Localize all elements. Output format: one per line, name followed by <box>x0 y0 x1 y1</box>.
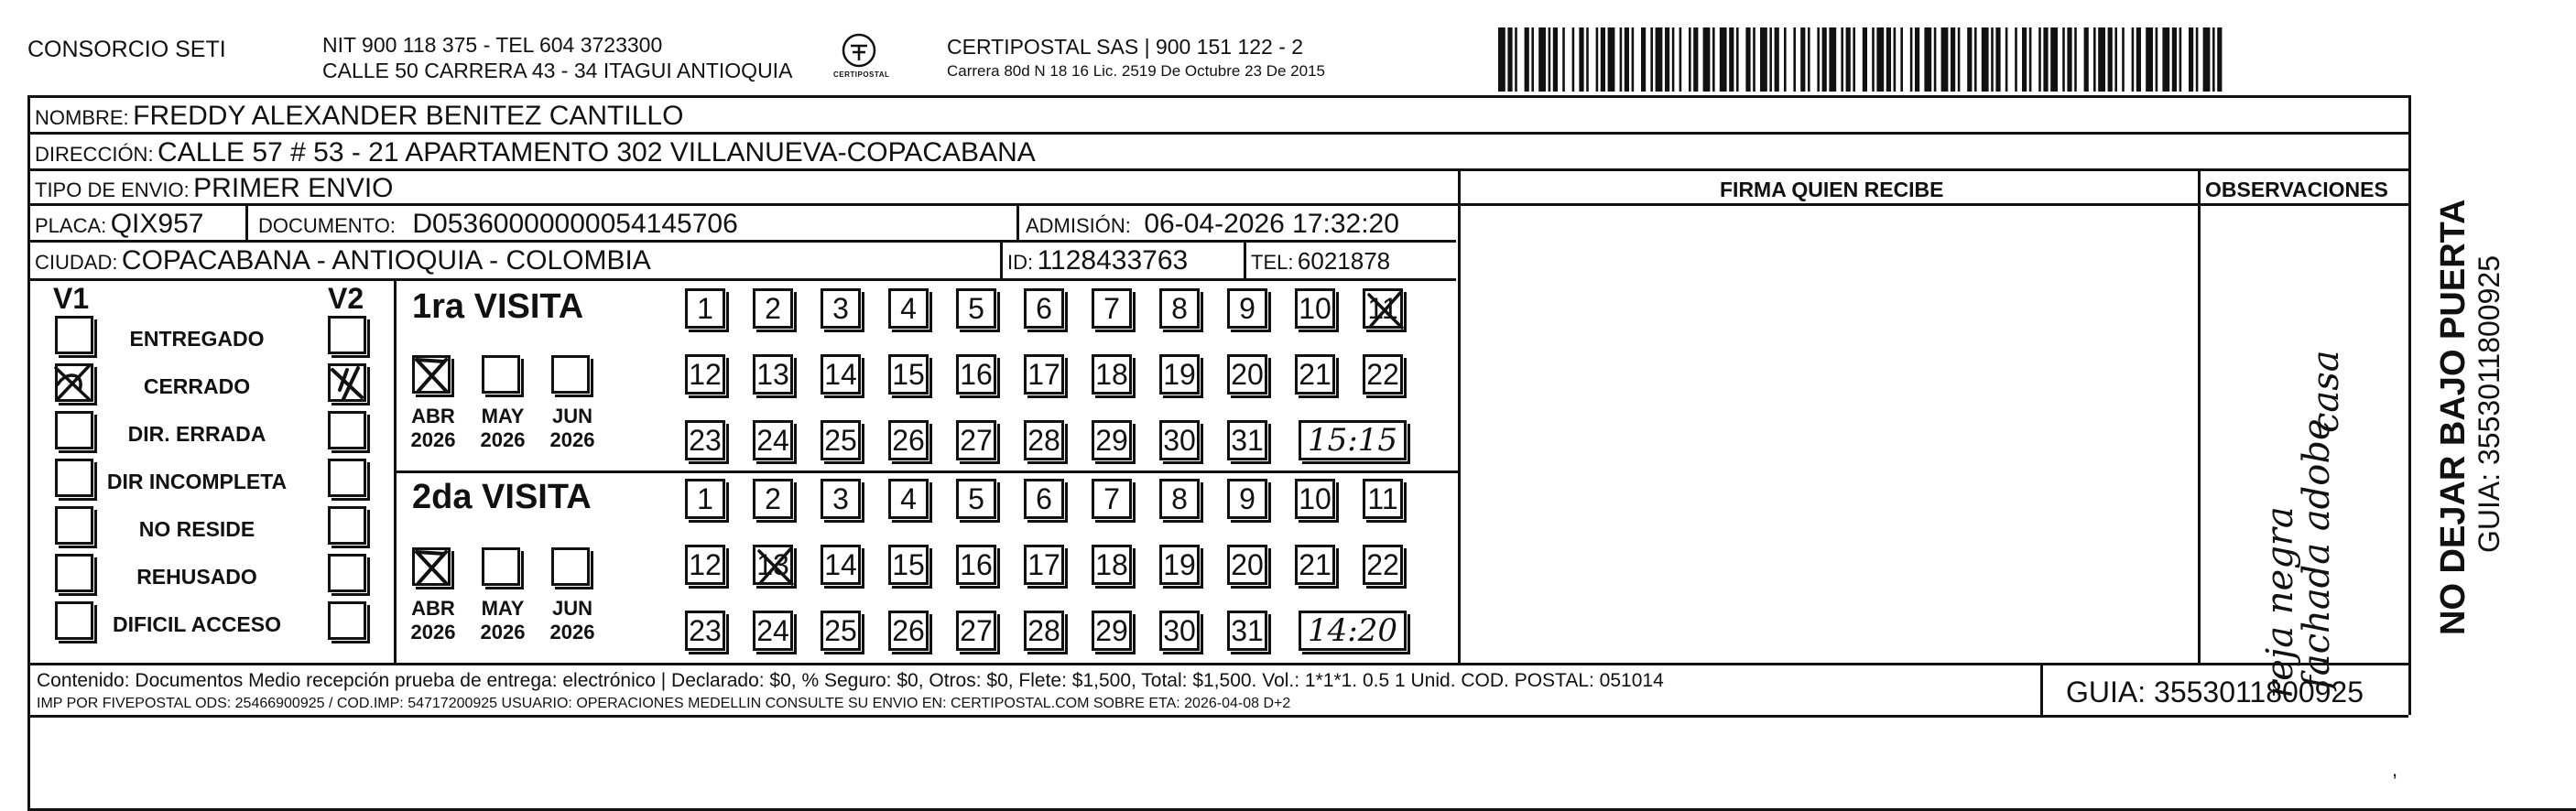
visit1-year-label: 2026 <box>480 428 526 451</box>
visit1-year-label: 2026 <box>549 428 595 451</box>
visit2-month-checkbox[interactable] <box>412 547 451 586</box>
name-label: NOMBRE: <box>35 106 129 129</box>
visit1-day-cell[interactable]: 25 <box>821 420 861 460</box>
nit-line: NIT 900 118 375 - TEL 604 3723300 <box>322 33 663 57</box>
visit1-day-cell[interactable]: 18 <box>1092 354 1132 395</box>
visit1-title: 1ra VISITA <box>412 287 584 326</box>
visit2-day-cell[interactable]: 12 <box>685 545 725 585</box>
visit2-day-cell[interactable]: 28 <box>1024 611 1064 651</box>
visit2-day-cell[interactable]: 17 <box>1024 545 1064 585</box>
status-label: NO RESIDE <box>138 517 255 541</box>
visit1-day-cell[interactable]: 11 <box>1363 288 1403 329</box>
id-label: ID: <box>1007 251 1034 274</box>
visit2-day-cell[interactable]: 19 <box>1159 545 1200 585</box>
visit2-day-cell[interactable]: 13 <box>753 545 793 585</box>
name-value: FREDDY ALEXANDER BENITEZ CANTILLO <box>133 101 684 131</box>
visit2-day-cell[interactable]: 7 <box>1092 479 1132 519</box>
visit1-day-cell[interactable]: 17 <box>1024 354 1064 395</box>
visit1-month-checkbox[interactable] <box>482 355 520 394</box>
visit2-day-cell[interactable]: 23 <box>685 611 725 651</box>
admission-label: ADMISIÓN: <box>1026 214 1131 237</box>
status-label: DIR. ERRADA <box>127 422 266 446</box>
status-label: DIR INCOMPLETA <box>106 470 288 493</box>
plate-value: QIX957 <box>110 209 204 239</box>
document-label: DOCUMENTO: <box>258 214 396 237</box>
visit2-day-cell[interactable]: 14 <box>821 545 861 585</box>
visit1-day-cell[interactable]: 19 <box>1159 354 1200 395</box>
visit1-day-cell[interactable]: 6 <box>1024 288 1064 329</box>
visit1-time-box[interactable]: 15:15 <box>1299 420 1407 460</box>
status-label: ENTREGADO <box>129 327 265 351</box>
visit2-day-cell[interactable]: 18 <box>1092 545 1132 585</box>
visit2-year-label: 2026 <box>480 621 526 643</box>
visit2-day-cell[interactable]: 10 <box>1295 479 1335 519</box>
visit2-time-box[interactable]: 14:20 <box>1299 611 1407 651</box>
tel-value: 6021878 <box>1297 247 1391 275</box>
visit1-day-cell[interactable]: 3 <box>821 288 861 329</box>
address-label: DIRECCIÓN: <box>35 143 154 166</box>
visit2-title: 2da VISITA <box>412 478 592 516</box>
tel-label: TEL: <box>1251 251 1294 274</box>
visit2-day-cell[interactable]: 25 <box>821 611 861 651</box>
visit1-day-cell[interactable]: 16 <box>956 354 996 395</box>
footer-guia: GUIA: 3553011800925 <box>2066 676 2364 708</box>
visit2-month-label: MAY <box>481 597 525 620</box>
visit1-month-checkbox[interactable] <box>412 355 451 394</box>
pen-mark: , <box>2392 758 2398 781</box>
visit1-day-cell[interactable]: 7 <box>1092 288 1132 329</box>
send-type-value: PRIMER ENVIO <box>193 173 394 203</box>
v2-header: V2 <box>328 282 364 315</box>
visit2-day-cell[interactable]: 16 <box>956 545 996 585</box>
visit1-day-cell[interactable]: 8 <box>1159 288 1200 329</box>
status-label: DIFICIL ACCESO <box>112 612 281 636</box>
visit1-day-cell[interactable]: 14 <box>821 354 861 395</box>
visit1-day-cell[interactable]: 21 <box>1295 354 1335 395</box>
side-guia: GUIA: 3553011800925 <box>2473 255 2505 553</box>
visit2-day-cell[interactable]: 8 <box>1159 479 1200 519</box>
v1-header: V1 <box>53 282 90 315</box>
certipostal-logo: CERTIPOSTAL <box>835 30 883 85</box>
visit2-month-checkbox[interactable] <box>551 547 590 586</box>
city-label: CIUDAD: <box>35 251 118 274</box>
visit2-day-cell[interactable]: 15 <box>888 545 929 585</box>
status-label: CERRADO <box>143 374 251 398</box>
visit2-day-cell[interactable]: 22 <box>1363 545 1403 585</box>
company-address: CALLE 50 CARRERA 43 - 34 ITAGUI ANTIOQUIA <box>322 59 793 82</box>
visit1-day-cell[interactable]: 30 <box>1159 420 1200 460</box>
visit2-day-cell[interactable]: 31 <box>1227 611 1267 651</box>
visit1-day-cell[interactable]: 15 <box>888 354 929 395</box>
visit2-day-cell[interactable]: 2 <box>753 479 793 519</box>
visit2-day-cell[interactable]: 5 <box>956 479 996 519</box>
side-warning: NO DEJAR BAJO PUERTA <box>2434 199 2473 635</box>
visit2-year-label: 2026 <box>410 621 456 643</box>
visit2-day-cell[interactable]: 4 <box>888 479 929 519</box>
visit1-day-cell[interactable]: 2 <box>753 288 793 329</box>
id-value: 1128433763 <box>1037 245 1189 276</box>
certipostal-line: CERTIPOSTAL SAS | 900 151 122 - 2 <box>947 35 1304 59</box>
visit1-month-label: MAY <box>481 405 525 427</box>
imp-line: IMP POR FIVEPOSTAL ODS: 25466900925 / COD.IMP: 54717200925 USUARIO: OPERACIONES MEDELLIN CONSULTE SU ENVIO EN: CERTIPOSTAL.COM SOBRE ETA: 2026-04-08 D+2 <box>37 696 1291 711</box>
observations-header: OBSERVACIONES <box>2205 178 2388 201</box>
visit1-month-label: ABR <box>411 405 455 427</box>
visit1-day-cell[interactable]: 29 <box>1092 420 1132 460</box>
visit1-day-cell[interactable]: 27 <box>956 420 996 460</box>
visit2-month-checkbox[interactable] <box>482 547 520 586</box>
visit1-year-label: 2026 <box>410 428 456 451</box>
status-label: REHUSADO <box>136 565 257 589</box>
address-value: CALLE 57 # 53 - 21 APARTAMENTO 302 VILLANUEVA-COPACABANA <box>158 137 1036 168</box>
observations-handwriting: reja negra fachada adobe casa <box>2259 350 2347 698</box>
visit1-month-checkbox[interactable] <box>551 355 590 394</box>
certipostal-license: Carrera 80d N 18 16 Lic. 2519 De Octubre 23 De 2015 <box>947 62 1325 80</box>
visit1-day-cell[interactable]: 22 <box>1363 354 1403 395</box>
plate-label: PLACA: <box>35 214 107 237</box>
visit1-day-cell[interactable]: 9 <box>1227 288 1267 329</box>
visit1-day-cell[interactable]: 4 <box>888 288 929 329</box>
visit1-day-cell[interactable]: 12 <box>685 354 725 395</box>
visit1-month-label: JUN <box>551 405 592 427</box>
visit1-day-cell[interactable]: 31 <box>1227 420 1267 460</box>
visit2-day-cell[interactable]: 9 <box>1227 479 1267 519</box>
visit2-day-cell[interactable]: 11 <box>1363 479 1403 519</box>
visit1-day-cell[interactable]: 28 <box>1024 420 1064 460</box>
barcode <box>1498 27 2231 92</box>
visit1-day-cell[interactable]: 10 <box>1295 288 1335 329</box>
visit1-day-cell[interactable]: 26 <box>888 420 929 460</box>
visit1-day-cell[interactable]: 1 <box>685 288 725 329</box>
send-type-label: TIPO DE ENVIO: <box>35 178 190 201</box>
visit2-day-cell[interactable]: 30 <box>1159 611 1200 651</box>
visit2-day-cell[interactable]: 20 <box>1227 545 1267 585</box>
city-value: COPACABANA - ANTIOQUIA - COLOMBIA <box>121 245 651 276</box>
signature-header: FIRMA QUIEN RECIBE <box>1720 178 1944 201</box>
visit1-day-cell[interactable]: 23 <box>685 420 725 460</box>
visit2-day-cell[interactable]: 21 <box>1295 545 1335 585</box>
company-name: CONSORCIO SETI <box>27 37 226 62</box>
content-line: Contenido: Documentos Medio recepción prueba de entrega: electrónico | Declarado: $0, % Seguro: $0, Otros: $0, Flete: $1,500, Total: $1,500. Vol.: 1*1*1. 0.5 1 Unid. COD. POSTAL: 051014 <box>37 670 1664 691</box>
visit2-day-cell[interactable]: 26 <box>888 611 929 651</box>
visit1-day-cell[interactable]: 5 <box>956 288 996 329</box>
document-value: D05360000000054145706 <box>412 209 738 239</box>
visit1-day-cell[interactable]: 20 <box>1227 354 1267 395</box>
visit2-month-label: JUN <box>551 597 592 620</box>
visit2-day-cell[interactable]: 29 <box>1092 611 1132 651</box>
visit2-month-label: ABR <box>411 597 455 620</box>
visit2-day-cell[interactable]: 1 <box>685 479 725 519</box>
visit2-year-label: 2026 <box>549 621 595 643</box>
visit2-day-cell[interactable]: 24 <box>753 611 793 651</box>
admission-value: 06-04-2026 17:32:20 <box>1144 209 1399 239</box>
visit2-day-cell[interactable]: 6 <box>1024 479 1064 519</box>
visit1-day-cell[interactable]: 24 <box>753 420 793 460</box>
visit2-day-cell[interactable]: 3 <box>821 479 861 519</box>
visit2-day-cell[interactable]: 27 <box>956 611 996 651</box>
visit1-day-cell[interactable]: 13 <box>753 354 793 395</box>
